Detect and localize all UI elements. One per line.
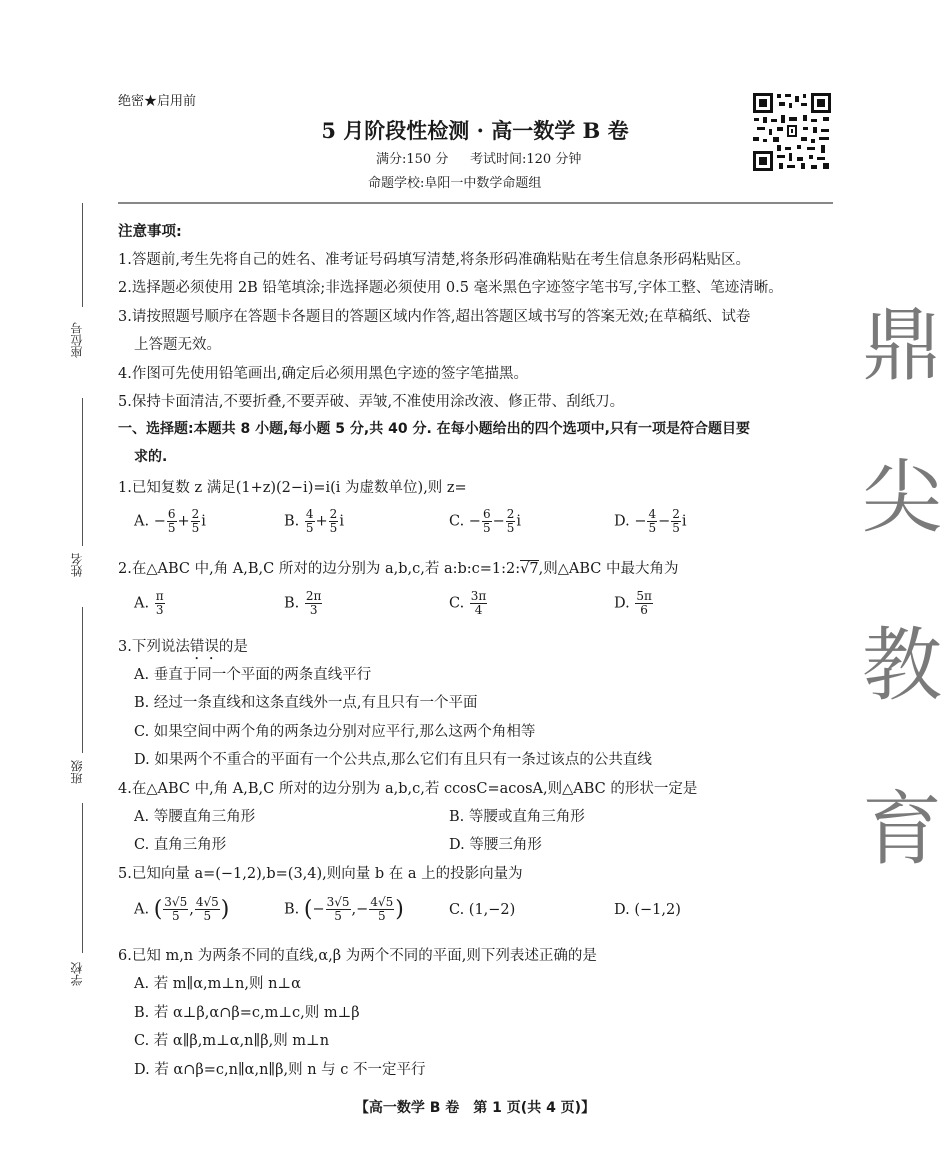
seat-number-label: 座位号 xyxy=(70,322,84,358)
score-label: 满分:150 分 xyxy=(376,152,449,167)
q4-option-a: A. 等腰直角三角形 xyxy=(134,809,256,825)
q2-option-d: D. $\frac{5\pi}{6}$ xyxy=(614,589,652,617)
note-item: 2.选择题必须使用 2B 铅笔填涂;非选择题必须使用 0.5 毫米黑色字迹签字笔书写,字体工整、笔迹清晰。 xyxy=(118,280,783,296)
watermark-char: 育 xyxy=(862,783,942,876)
q4-option-b: B. 等腰或直角三角形 xyxy=(449,809,585,825)
page-footer: 【高一数学 B 卷 第 1 页(共 4 页)】 xyxy=(354,1100,596,1116)
q3-option-c: C. 如果空间中两个角的两条边分别对应平行,那么这两个角相等 xyxy=(134,724,536,740)
qr-code-icon xyxy=(751,91,833,173)
question-2-stem: 2.在△ABC 中,角 A,B,C 所对的边分别为 a,b,c,若 a:b:c=1:2:√7,则△ABC 中最大角为 xyxy=(118,561,679,577)
note-item: 5.保持卡面清洁,不要折叠,不要弄破、弄皱,不准使用涂改液、修正带、刮纸刀。 xyxy=(118,394,625,410)
question-5-stem: 5.已知向量 a=(−1,2),b=(3,4),则向量 b 在 a 上的投影向量为 xyxy=(118,866,523,882)
q6-option-c: C. 若 α∥β,m⊥α,n∥β,则 m⊥n xyxy=(134,1033,330,1049)
q2-option-a: A. $\frac{\pi}{3}$ xyxy=(134,589,164,617)
q6-option-a: A. 若 m∥α,m⊥n,则 n⊥α xyxy=(134,976,301,992)
note-item: 3.请按照题号顺序在答题卡各题目的答题区域内作答,超出答题区域书写的答案无效;在草稿纸、试卷 xyxy=(118,309,751,325)
notes-heading: 注意事项: xyxy=(118,224,182,240)
q3-option-d: D. 如果两个不重合的平面有一个公共点,那么它们有且只有一条过该点的公共直线 xyxy=(134,752,652,768)
q6-option-d: D. 若 α∩β=c,n∥α,n∥β,则 n 与 c 不一定平行 xyxy=(134,1062,426,1078)
question-6-stem: 6.已知 m,n 为两条不同的直线,α,β 为两个不同的平面,则下列表述正确的是 xyxy=(118,948,597,964)
q1-option-c: C. − $\frac{6}{5}$ − $\frac{2}{5}$ i xyxy=(449,507,522,535)
page-title: 5 月阶段性检测 · 高一数学 B 卷 xyxy=(321,118,629,143)
class-label: 班级 xyxy=(70,760,84,784)
q2-option-c: C. $\frac{3\pi}{4}$ xyxy=(449,589,487,617)
note-item: 4.作图可先使用铅笔画出,确定后必须用黑色字迹的签字笔描黑。 xyxy=(118,366,528,382)
q1-option-b: B. $\frac{4}{5}$ + $\frac{2}{5}$ i xyxy=(284,507,344,535)
secret-label: 绝密★启用前 xyxy=(118,94,197,109)
name-label: 姓名 xyxy=(70,553,84,577)
section-heading-cont: 求的. xyxy=(134,449,168,465)
q4-option-d: D. 等腰三角形 xyxy=(449,837,542,853)
q5-option-d: D. (−1,2) xyxy=(614,902,681,918)
section-heading: 一、选择题:本题共 8 小题,每小题 5 分,共 40 分. 在每小题给出的四个选项中,只有一项是符合题目要 xyxy=(118,421,750,437)
watermark-char: 尖 xyxy=(862,451,942,544)
q1-option-d: D. − $\frac{4}{5}$ − $\frac{2}{5}$ i xyxy=(614,507,687,535)
q3-option-a: A. 垂直于同一个平面的两条直线平行 xyxy=(134,667,372,683)
school-name-label: 学校 xyxy=(70,962,84,986)
q6-option-b: B. 若 α⊥β,α∩β=c,m⊥c,则 m⊥β xyxy=(134,1005,360,1021)
time-label: 考试时间:120 分钟 xyxy=(470,152,582,167)
binding-line xyxy=(82,607,83,753)
q2-option-b: B. $\frac{2\pi}{3}$ xyxy=(284,589,322,617)
binding-line xyxy=(82,203,83,307)
school-label: 命题学校:阜阳一中数学命题组 xyxy=(368,176,542,191)
q3-option-b: B. 经过一条直线和这条直线外一点,有且只有一个平面 xyxy=(134,695,478,711)
q1-option-a: A. − $\frac{6}{5}$ + $\frac{2}{5}$ i xyxy=(134,507,206,535)
binding-line xyxy=(82,803,83,953)
q5-option-c: C. (1,−2) xyxy=(449,902,516,918)
q5-option-b: B. (− $\frac{3√5}{5}$ ,− $\frac{4√5}{5}$ ) xyxy=(284,895,404,923)
question-1-stem: 1.已知复数 z 满足(1+z)(2−i)=i(i 为虚数单位),则 z= xyxy=(118,480,467,496)
binding-line xyxy=(82,398,83,546)
header-rule xyxy=(118,202,833,204)
question-3-stem: 3.下列说法错误的是 xyxy=(118,639,248,655)
watermark-char: 教 xyxy=(862,619,942,712)
q5-option-a: A. ( $\frac{3√5}{5}$ , $\frac{4√5}{5}$ ) xyxy=(134,895,230,923)
note-item: 1.答题前,考生先将自己的姓名、准考证号码填写清楚,将条形码准确粘贴在考生信息条形码粘贴区。 xyxy=(118,252,751,268)
question-4-stem: 4.在△ABC 中,角 A,B,C 所对的边分别为 a,b,c,若 ccosC=acosA,则△ABC 的形状一定是 xyxy=(118,781,698,797)
watermark-char: 鼎 xyxy=(862,299,942,392)
q4-option-c: C. 直角三角形 xyxy=(134,837,227,853)
note-item: 上答题无效。 xyxy=(134,337,221,353)
